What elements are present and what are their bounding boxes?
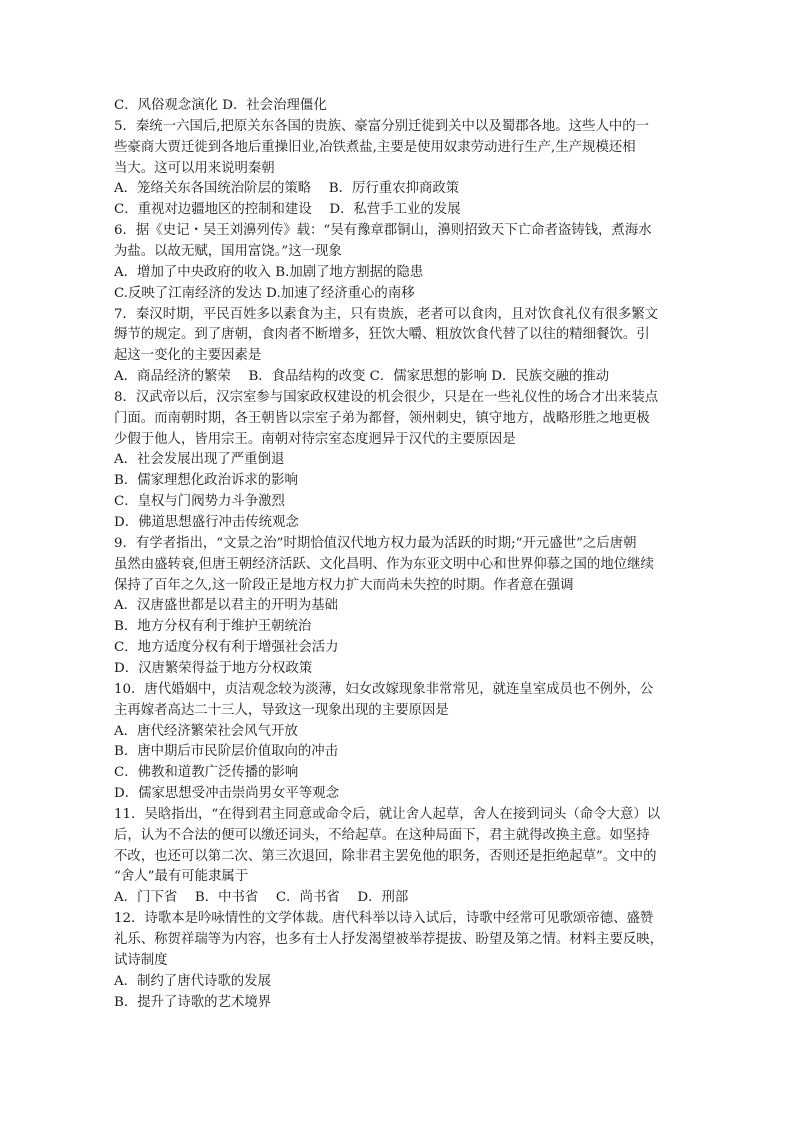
text-line: “舍人”最有可能隶属于: [114, 869, 249, 885]
text-line: C．地方适度分权有利于增强社会活力: [114, 640, 339, 656]
text-line: C．重视对边疆地区的控制和建设 D．私营手工业的发展: [114, 202, 461, 218]
text-line: A．唐代经济繁荣社会风气开放: [114, 723, 298, 739]
text-line: B．儒家理想化政治诉求的影响: [114, 473, 298, 489]
text-line: 虽然由盛转衰,但唐王朝经济活跃、文化昌明、作为东亚文明中心和世界仰慕之国的地位继续: [114, 556, 654, 572]
text-line: A．社会发展出现了严重倒退: [114, 452, 285, 468]
text-line: D．儒家思想受冲击崇尚男女平等观念: [114, 786, 339, 802]
text-line: A．门下省 B．中书省 C．尚书省 D．刑部: [114, 890, 409, 906]
text-line: A．商品经济的繁荣 B．食品结构的改变 C．儒家思想的影响 D．民族交融的推动: [114, 369, 610, 385]
text-line: 7．秦汉时期，平民百姓多以素食为主，只有贵族，老者可以食肉，且对饮食礼仪有很多繁文: [114, 306, 659, 322]
text-line: 不改，也还可以第二次、第三次退回，除非君主罢免他的职务，否则还是拒绝起草”。文中的: [114, 848, 657, 864]
text-line: C.反映了江南经济的发达 D.加速了经济重心的南移: [114, 285, 415, 301]
text-line: 后，认为不合法的便可以缴还词头，不给起草。在这种局面下，君主就得改换主意。如坚持: [114, 827, 650, 843]
text-line: 试诗制度: [114, 952, 168, 968]
text-line: C．皇权与门阀势力斗争激烈: [114, 494, 285, 510]
text-line: 门面。而南朝时期，各王朝皆以宗室子弟为都督，领州刺史，镇守地方，战略形胜之地更极: [114, 410, 650, 426]
text-line: A．笼络关东各国统治阶层的策略 B．厉行重农抑商政策: [114, 181, 460, 197]
text-line: 少假于他人，皆用宗王。南朝对待宗室态度迥异于汉代的主要原因是: [114, 431, 516, 447]
text-line: 11．吴晗指出，“在得到君主同意或命令后，就让舍人起草，舍人在接到词头（命令大意）以: [114, 806, 661, 822]
text-line: 10．唐代婚姻中，贞洁观念较为淡薄，妇女改嫁现象非常常见，就连皇室成员也不例外，公: [114, 681, 654, 697]
text-line: 保持了百年之久,这一阶段正是地方权力扩大而尚未失控的时期。作者意在强调: [114, 577, 574, 593]
text-line: A．制约了唐代诗歌的发展: [114, 973, 271, 989]
text-line: 当大。这可以用来说明秦朝: [114, 160, 275, 176]
text-line: D．汉唐繁荣得益于地方分权政策: [114, 660, 313, 676]
text-line: A．汉唐盛世都是以君主的开明为基础: [114, 598, 338, 614]
text-line: C．风俗观念演化 D．社会治理僵化: [114, 98, 327, 113]
text-line: B．地方分权有利于维护王朝统治: [114, 619, 312, 635]
text-line: 起这一变化的主要因素是: [114, 348, 262, 364]
text-line: B．唐中期后市民阶层价值取向的冲击: [114, 744, 339, 760]
text-line: 9．有学者指出，“文景之治”时期恰值汉代地方权力最为活跃的时期;“开元盛世”之后唐朝: [114, 535, 637, 551]
text-line: 缛节的规定。到了唐朝，食肉者不断增多，狂饮大嚼、粗放饮食代替了以往的精细餐饮。引: [114, 327, 650, 343]
text-line: 5．秦统一六国后,把原关东各国的贵族、豪富分别迁徙到关中以及蜀郡各地。这些人中的一: [114, 118, 650, 134]
text-line: 些豪商大贾迁徙到各地后重操旧业,冶铁煮盐,主要是使用奴隶劳动进行生产,生产规模还相: [114, 139, 636, 155]
text-line: 12．诗歌本是吟咏情性的文学体裁。唐代科举以诗入试后，诗歌中经常可见歌颂帝德、盛赞: [114, 911, 654, 927]
text-line: 为盐。以故无赋，国用富饶。”这一现象: [114, 243, 342, 259]
text-line: 礼乐、称贺祥瑞等为内容，也多有士人抒发渴望被举荐提拔、盼望及第之情。材料主要反映，: [114, 932, 664, 947]
text-line: 8．汉武帝以后，汉宗室参与国家政权建设的机会很少，只是在一些礼仪性的场合才出来装点: [114, 389, 659, 405]
text-line: B．提升了诗歌的艺术境界: [114, 994, 272, 1010]
text-line: C．佛教和道教广泛传播的影响: [114, 765, 299, 781]
text-line: D．佛道思想盛行冲击传统观念: [114, 515, 299, 530]
text-line: 主再嫁者高达二十三人，导致这一现象出现的主要原因是: [114, 702, 449, 718]
text-line: A．增加了中央政府的收入 B.加剧了地方割据的隐患: [114, 264, 424, 280]
text-line: 6．据《史记・吴王刘濞列传》载：“吴有豫章郡铜山，濞则招致天下亡命者盗铸钱，煮海水: [114, 223, 652, 239]
